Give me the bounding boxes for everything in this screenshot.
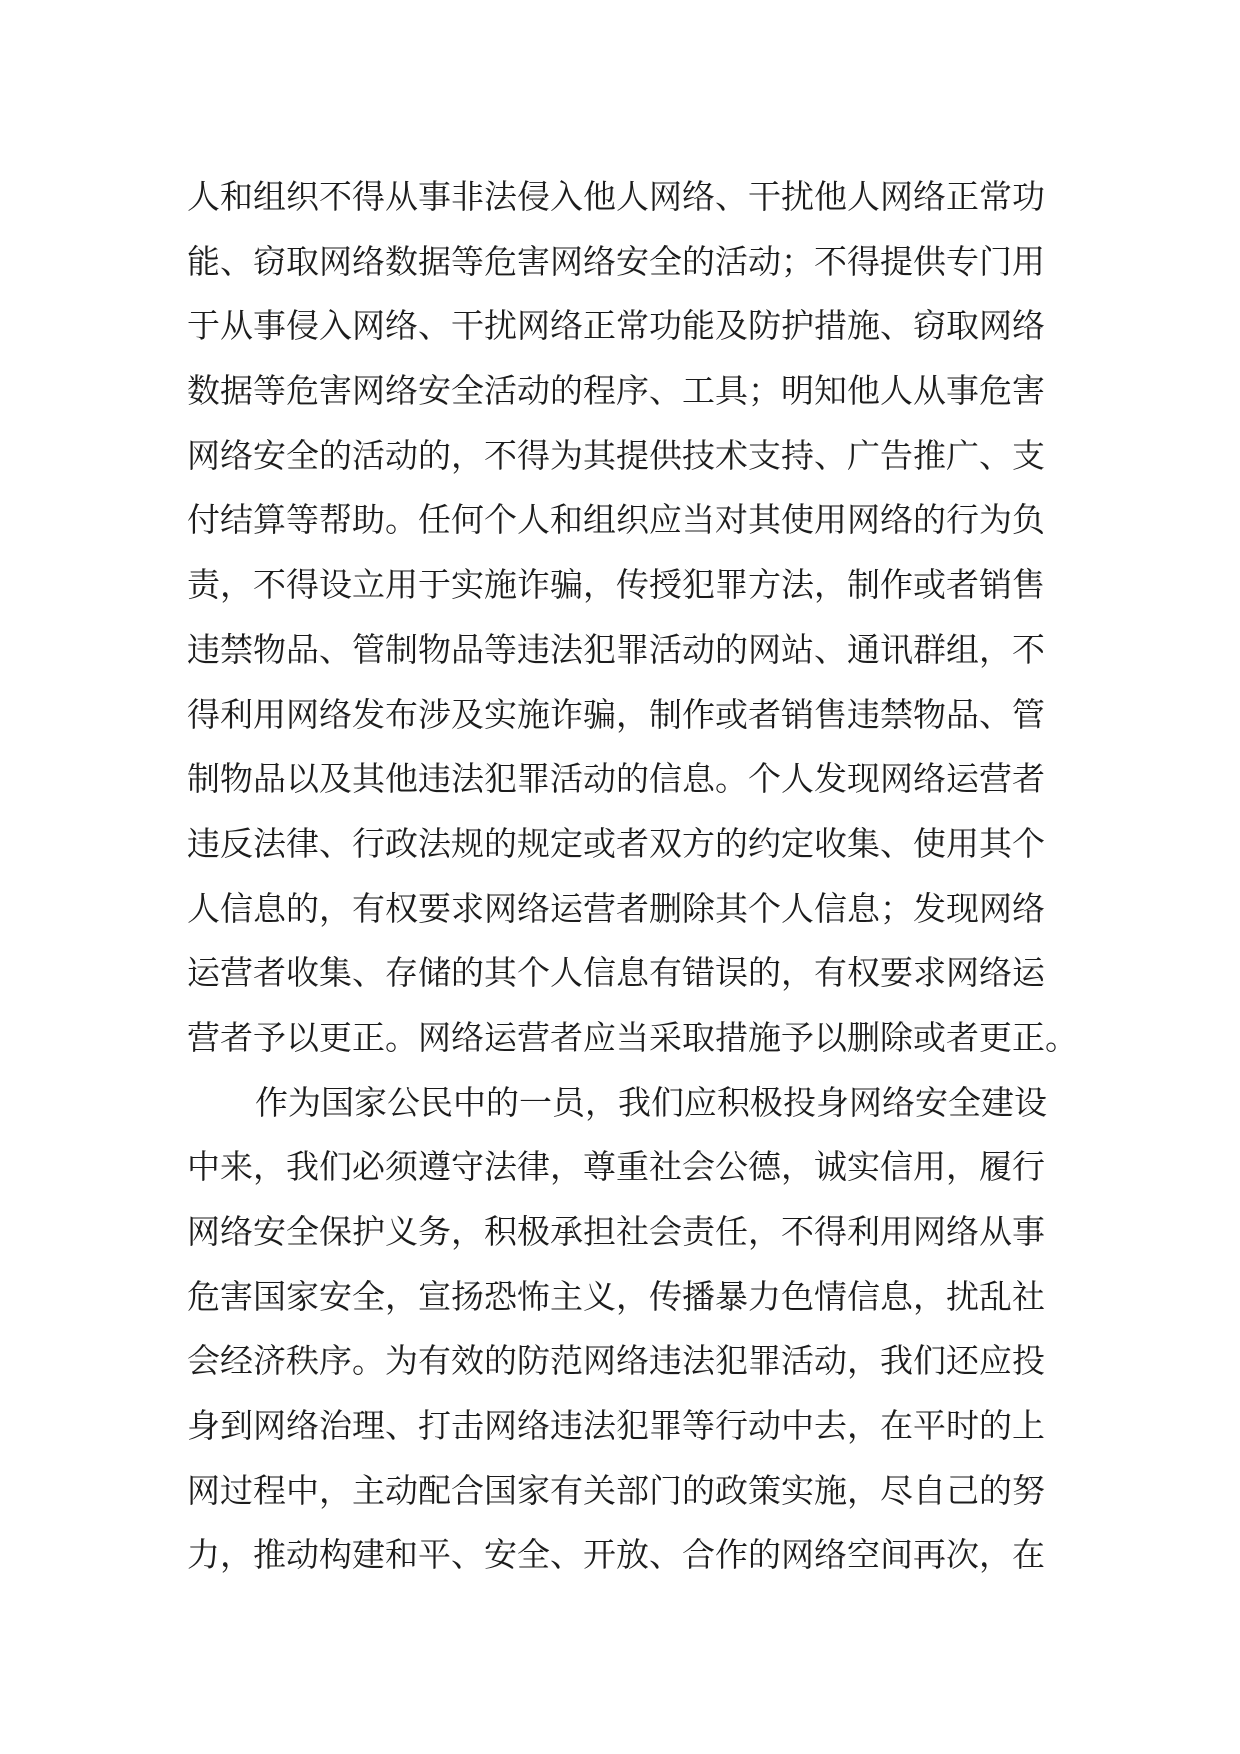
text-line: 中来，我们必须遵守法律，尊重社会公德，诚实信用，履行 [187, 1147, 1045, 1187]
text-line: 于从事侵入网络、干扰网络正常功能及防护措施、窃取网络 [187, 306, 1045, 346]
text-line: 得利用网络发布涉及实施诈骗，制作或者销售违禁物品、管 [187, 694, 1045, 734]
paragraph [187, 1071, 1053, 1589]
paragraph [187, 165, 1078, 1071]
text-line: 运营者收集、存储的其个人信息有错误的，有权要求网络运 [187, 953, 1045, 993]
text-line: 作为国家公民中的一员，我们应积极投身网络安全建设 [255, 1082, 1047, 1122]
text-line: 身到网络治理、打击网络违法犯罪等行动中去，在平时的上 [187, 1406, 1045, 1446]
text-line: 付结算等帮助。任何个人和组织应当对其使用网络的行为负 [187, 500, 1045, 540]
text-line: 人信息的，有权要求网络运营者删除其个人信息；发现网络 [187, 888, 1045, 928]
text-line: 制物品以及其他违法犯罪活动的信息。个人发现网络运营者 [187, 759, 1045, 799]
text-line: 网过程中，主动配合国家有关部门的政策实施，尽自己的努 [187, 1470, 1045, 1510]
text-line: 数据等危害网络安全活动的程序、工具；明知他人从事危害 [187, 371, 1045, 411]
text-line: 网络安全的活动的，不得为其提供技术支持、广告推广、支 [187, 435, 1045, 475]
text-line: 责，不得设立用于实施诈骗，传授犯罪方法，制作或者销售 [187, 565, 1045, 605]
text-line: 违反法律、行政法规的规定或者双方的约定收集、使用其个 [187, 823, 1045, 863]
text-line: 危害国家安全，宣扬恐怖主义，传播暴力色情信息，扰乱社 [187, 1276, 1045, 1316]
text-line: 能、窃取网络数据等危害网络安全的活动；不得提供专门用 [187, 241, 1045, 281]
text-line: 网络安全保护义务，积极承担社会责任，不得利用网络从事 [187, 1212, 1045, 1251]
text-line: 力，推动构建和平、安全、开放、合作的网络空间再次，在 [187, 1535, 1045, 1575]
text-line: 人和组织不得从事非法侵入他人网络、干扰他人网络正常功 [187, 177, 1045, 216]
text-line: 违禁物品、管制物品等违法犯罪活动的网站、通讯群组，不 [187, 629, 1045, 669]
document-body [187, 165, 1078, 1588]
text-line: 会经济秩序。为有效的防范网络违法犯罪活动，我们还应投 [187, 1341, 1045, 1381]
text-line: 营者予以更正。网络运营者应当采取措施予以删除或者更正。 [187, 1017, 1078, 1057]
